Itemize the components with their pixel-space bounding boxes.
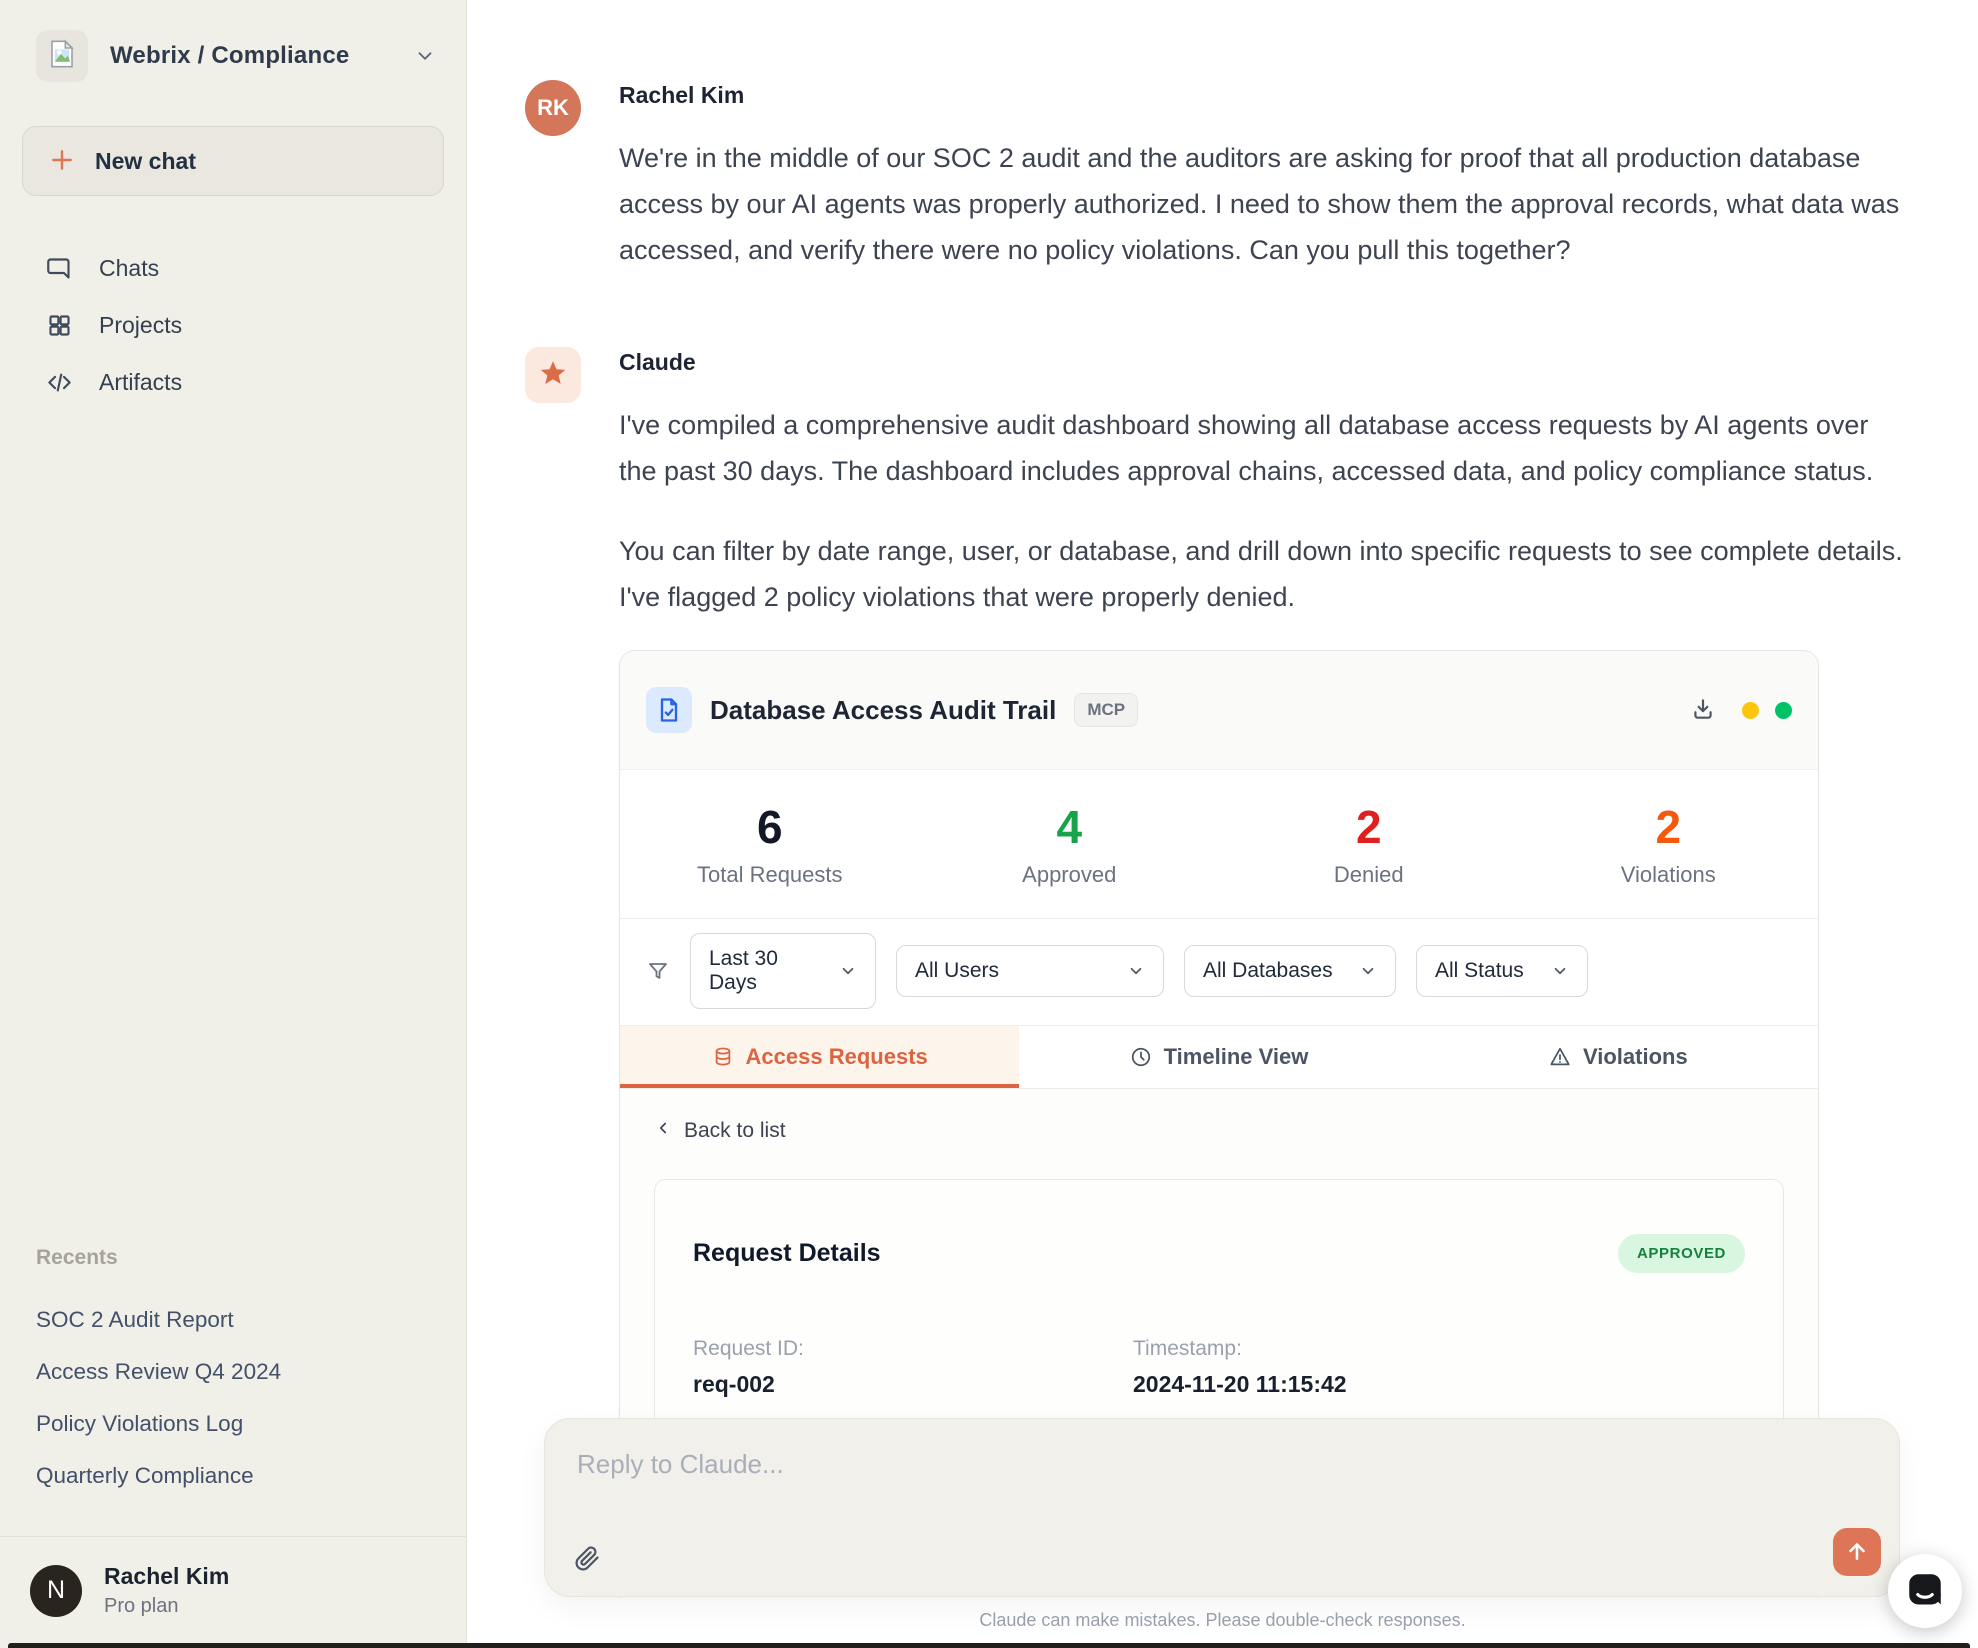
help-chat-widget[interactable] [1888,1554,1962,1628]
chevron-down-icon [1359,962,1377,980]
sidebar-item-label: Artifacts [99,369,183,395]
select-value: All Users [915,959,1000,983]
user-message [525,80,1910,273]
workspace-switcher[interactable] [0,0,466,82]
sidebar [0,0,467,1648]
stat-label: Denied [1333,862,1404,888]
claude-avatar [525,347,581,403]
tab-violations[interactable] [1419,1026,1818,1088]
paperclip-icon [573,1543,601,1574]
grid-icon [46,312,73,339]
arrow-up-icon [1844,1538,1870,1567]
recents-section [0,1246,466,1536]
download-icon [1690,696,1716,725]
image-placeholder-icon [46,38,78,75]
new-chat-button[interactable] [22,126,444,196]
yellow-status-dot-icon [1742,702,1759,719]
warning-triangle-icon [1549,1046,1571,1068]
chevron-down-icon [1551,962,1569,980]
field-label: Timestamp: [1133,1337,1242,1361]
field-value: req-002 [693,1371,775,1398]
document-check-icon [646,687,692,733]
send-button[interactable] [1833,1528,1881,1576]
workspace-name: Webrix / Compliance [110,42,350,69]
stat-label: Violations [1620,862,1716,888]
sidebar-item-label: Chats [99,255,160,281]
stat-label: Approved [1022,862,1117,888]
download-button[interactable] [1690,696,1716,725]
message-author: Claude [619,349,696,375]
sidebar-item-projects[interactable] [22,297,444,354]
chat-bubble-icon [46,255,73,282]
field-label: Request ID: [693,1337,804,1361]
sidebar-item-artifacts[interactable] [22,354,444,411]
databases-select[interactable] [1184,945,1396,997]
stat-label: Total Requests [696,862,843,888]
select-value: All Status [1435,959,1524,983]
date-range-select[interactable] [690,933,876,1009]
request-fields [693,1337,1745,1398]
artifact-header [620,651,1818,770]
sidebar-item-chats[interactable] [22,240,444,297]
chevron-down-icon [839,962,857,980]
field-request-id [693,1337,1133,1398]
tab-timeline-view[interactable] [1019,1026,1418,1088]
tab-label: Violations [1582,1044,1688,1070]
attach-button[interactable] [573,1543,601,1574]
profile-name: Rachel Kim [104,1563,230,1589]
recent-chat-item[interactable]: Quarterly Compliance [36,1463,254,1488]
plus-icon [49,147,75,176]
chevron-down-icon [1127,962,1145,980]
code-icon [46,369,73,396]
status-badge: APPROVED [1618,1234,1745,1273]
stat-value: 2 [1655,801,1682,854]
stats-row [620,770,1818,919]
recent-chat-item[interactable]: Access Review Q4 2024 [36,1359,282,1384]
workspace-logo [36,30,88,82]
reply-input[interactable] [575,1447,1803,1524]
mcp-badge: MCP [1074,693,1138,727]
artifact-actions [1690,696,1792,725]
footer-band [467,1598,1978,1648]
green-status-dot-icon [1775,702,1792,719]
field-value: 2024-11-20 11:15:42 [1133,1371,1347,1398]
message-text: We're in the middle of our SOC 2 audit and the auditors are asking for proof that all production database access by our AI agents was properly authorized. I need to show them the approval records, what data was accessed, and verify there were no policy violations. Can you pull this together? [619,143,1900,265]
artifact-tabs [620,1026,1818,1089]
new-chat-label: New chat [95,147,196,174]
reply-composer [544,1418,1900,1597]
message-text: I've compiled a comprehensive audit dashboard showing all database access requests by AI agents over the past 30 days. The dashboard includes approval chains, accessed data, and policy compliance status. You can filter by date range, user, or database, and drill down into specific requests to see complete details. I've flagged 2 policy violations that were properly denied. [619,410,1903,612]
stat-value: 2 [1355,801,1382,854]
stat-violations [1519,801,1819,888]
database-icon [712,1046,734,1068]
back-label: Back to list [684,1119,786,1143]
stat-total-requests [620,801,920,888]
request-details-heading: Request Details [693,1239,881,1268]
stat-approved [920,801,1220,888]
filters-row [620,919,1818,1026]
profile-plan: Pro plan [104,1595,179,1617]
avatar: N [30,1565,82,1617]
stat-denied [1219,801,1519,888]
avatar: RK [525,80,581,136]
sidebar-item-label: Projects [99,312,183,338]
tab-label: Timeline View [1163,1044,1309,1070]
message-author: Rachel Kim [619,82,745,108]
chevron-down-icon [414,45,436,67]
back-to-list-link[interactable] [654,1119,786,1143]
star-icon [538,358,568,393]
stat-value: 6 [756,801,783,854]
users-select[interactable] [896,945,1164,997]
artifact-title: Database Access Audit Trail [710,694,1057,725]
main-content [467,0,1978,1648]
recent-chat-item[interactable]: Policy Violations Log [36,1411,244,1436]
clock-icon [1130,1046,1152,1068]
chevron-left-icon [654,1119,672,1143]
select-value: Last 30 Days [709,947,778,995]
user-profile[interactable] [0,1536,466,1648]
tab-label: Access Requests [745,1044,928,1070]
disclaimer-text: Claude can make mistakes. Please double-check responses. [979,1610,1466,1630]
tab-access-requests[interactable] [620,1026,1019,1088]
recent-chat-item[interactable]: SOC 2 Audit Report [36,1307,234,1332]
filter-icon [646,959,670,983]
recents-title: Recents [36,1246,118,1269]
chat-thread [467,0,1978,1648]
select-value: All Databases [1203,959,1333,983]
stat-value: 4 [1056,801,1083,854]
status-select[interactable] [1416,945,1588,997]
messenger-bubble-icon [1904,1569,1946,1614]
field-timestamp [1133,1337,1745,1398]
sidebar-nav [0,240,466,411]
bottom-window-edge [8,1643,1970,1648]
